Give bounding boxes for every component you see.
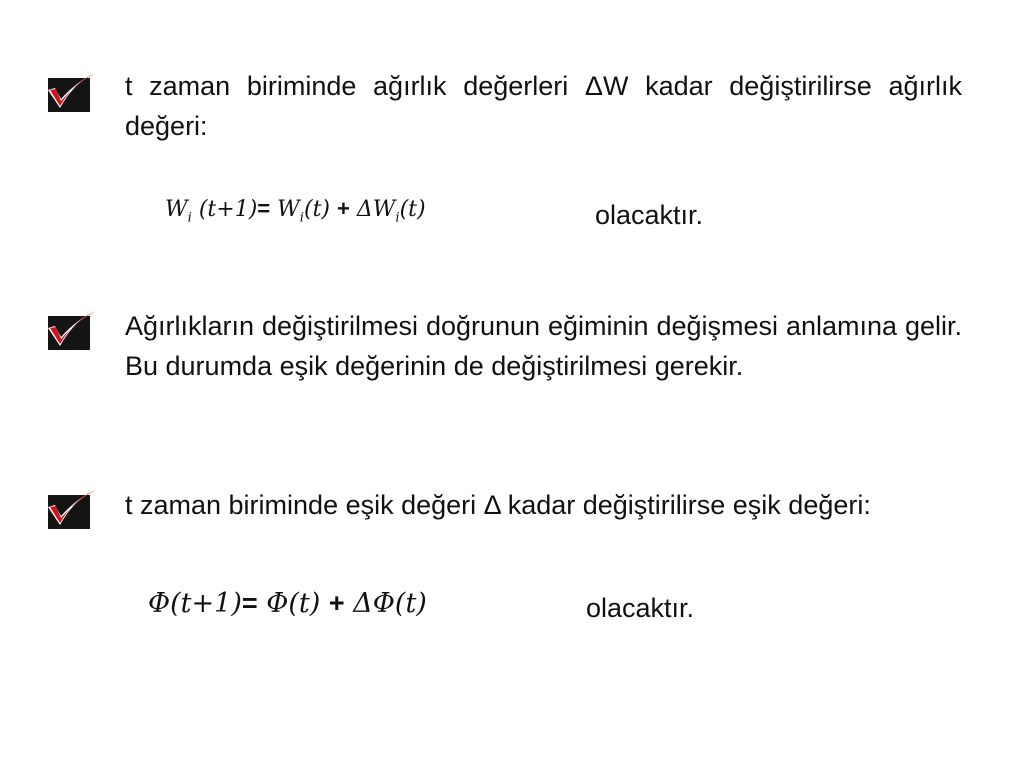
bullet-text-3: t zaman biriminde eşik değeri Δ kadar değiştirilirse eşik değeri: xyxy=(125,490,871,520)
checkbox-checked-icon xyxy=(44,68,100,116)
bullet-text-2: Ağırlıkların değiştirilmesi doğrunun eğiminin değişmesi anlamına gelir. Bu durumda eşik değerinin de değiştirilmesi gerekir. xyxy=(125,311,962,381)
bullet-text-1: t zaman biriminde ağırlık değerleri ΔW kadar değiştirilirse ağırlık değeri: xyxy=(125,71,962,141)
checkbox-checked-icon xyxy=(44,306,100,354)
formula-2-tail: olacaktır. xyxy=(586,593,695,623)
formula-threshold-update: Φ(t+1)= Φ(t) + ΔΦ(t) xyxy=(148,588,427,619)
formula-1-tail: olacaktır. xyxy=(595,200,704,230)
formula-weight-update: $W_i$ $(t+1)= W_i(t) + \Delta W_i(t)$ xyxy=(165,196,426,226)
checkbox-checked-icon xyxy=(44,485,100,533)
